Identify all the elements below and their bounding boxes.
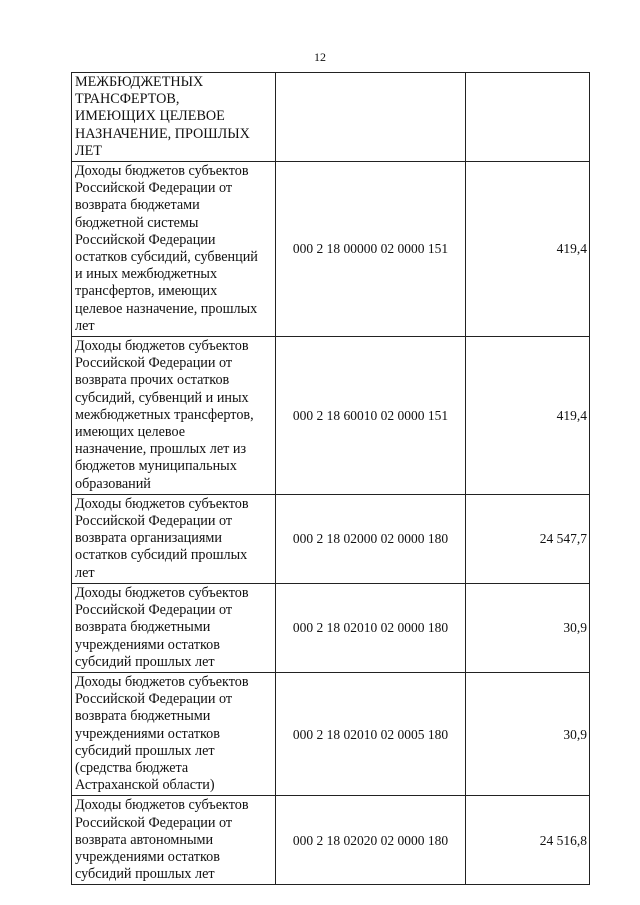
table-row (72, 583, 590, 672)
budget-code-cell: 000 2 18 00000 02 0000 151 (276, 162, 466, 337)
budget-code-cell: 000 2 18 02020 02 0000 180 (276, 796, 466, 885)
amount-cell: 30,9 (466, 583, 590, 672)
amount-cell (466, 73, 590, 162)
budget-code-cell: 000 2 18 02000 02 0000 180 (276, 494, 466, 583)
budget-code-cell: 000 2 18 60010 02 0000 151 (276, 337, 466, 495)
table-row (72, 494, 590, 583)
budget-code-cell: 000 2 18 02010 02 0000 180 (276, 583, 466, 672)
amount-cell: 419,4 (466, 337, 590, 495)
budget-code-cell: 000 2 18 02010 02 0005 180 (276, 672, 466, 795)
budget-code-cell (276, 73, 466, 162)
table-row (72, 73, 590, 162)
amount-cell: 30,9 (466, 672, 590, 795)
revenue-name-cell: МЕЖБЮДЖЕТНЫХ ТРАНСФЕРТОВ, ИМЕЮЩИХ ЦЕЛЕВОЕ НАЗНАЧЕНИЕ, ПРОШЛЫХ ЛЕТ (72, 73, 276, 162)
page-number: 12 (314, 50, 326, 64)
table-row (72, 337, 590, 495)
budget-revenue-table (71, 72, 590, 885)
revenue-name-cell: Доходы бюджетов субъектов Российской Федерации от возврата бюджетными учреждениями остатков субсидий прошлых лет (72, 583, 276, 672)
table-row (72, 672, 590, 795)
revenue-name-cell: Доходы бюджетов субъектов Российской Федерации от возврата бюджетами бюджетной системы Российской Федерации остатков субсидий, субвенций и иных межбюджетных трансфертов, имеющих целевое назначение, прошлых лет (72, 162, 276, 337)
revenue-name-cell: Доходы бюджетов субъектов Российской Федерации от возврата бюджетными учреждениями остатков субсидий прошлых лет (средства бюджета Астраханской области) (72, 672, 276, 795)
revenue-name-cell: Доходы бюджетов субъектов Российской Федерации от возврата организациями остатков субсидий прошлых лет (72, 494, 276, 583)
table-row (72, 162, 590, 337)
revenue-name-cell: Доходы бюджетов субъектов Российской Федерации от возврата прочих остатков субсидий, субвенций и иных межбюджетных трансфертов, имеющих целевое назначение, прошлых лет из бюджетов муниципальных образований (72, 337, 276, 495)
amount-cell: 24 547,7 (466, 494, 590, 583)
amount-cell: 419,4 (466, 162, 590, 337)
revenue-name-cell: Доходы бюджетов субъектов Российской Федерации от возврата автономными учреждениями остатков субсидий прошлых лет (72, 796, 276, 885)
table-row (72, 796, 590, 885)
amount-cell: 24 516,8 (466, 796, 590, 885)
